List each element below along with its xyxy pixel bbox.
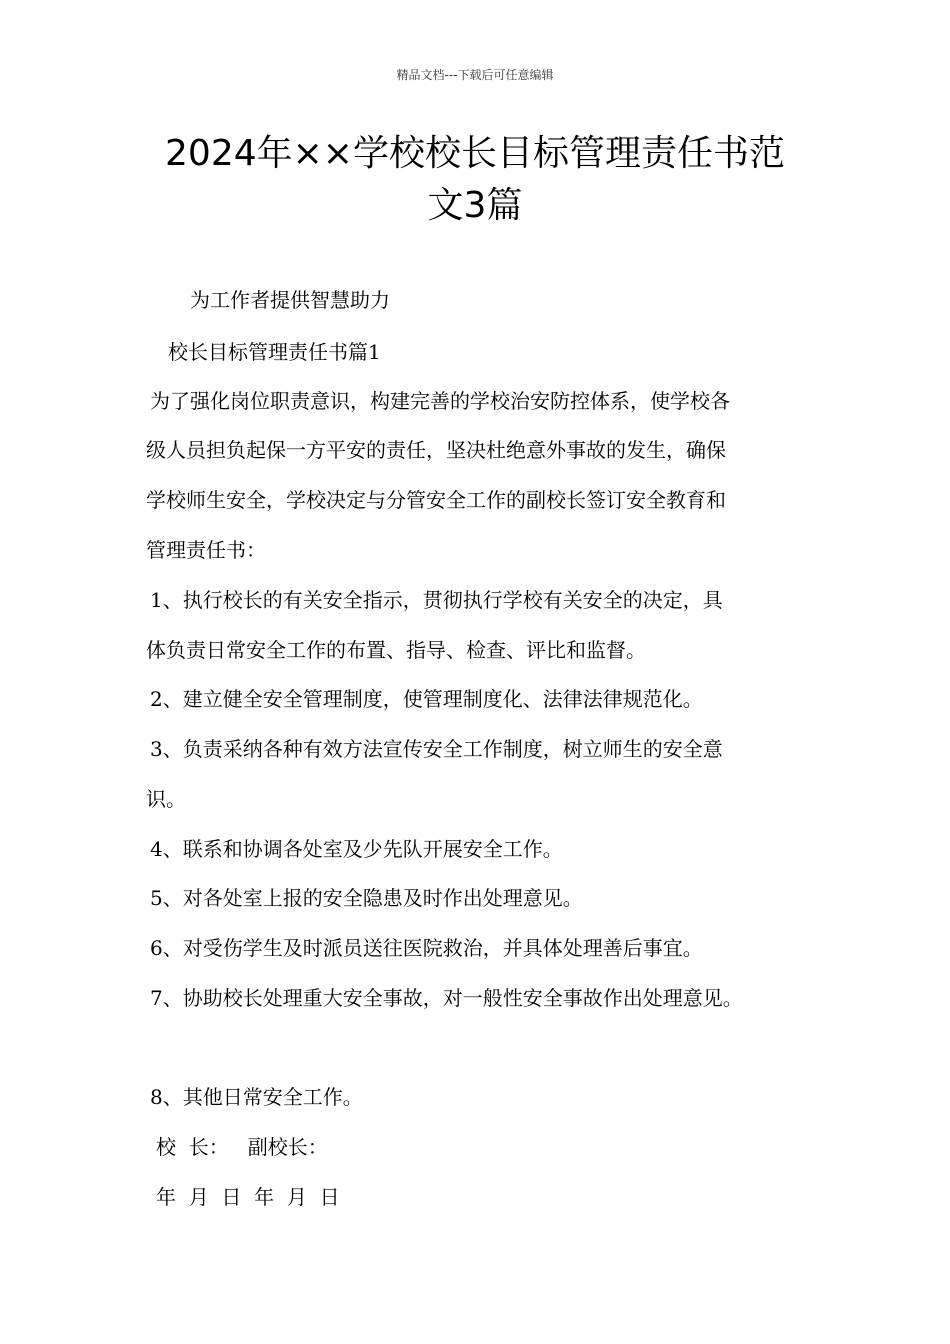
list-item: 2、建立健全安全管理制度，使管理制度化、法律法律规范化。 (150, 687, 703, 711)
title-line-2: 文3篇 (427, 185, 523, 226)
paragraph-line: 级人员担负起保一方平安的责任，坚决杜绝意外事故的发生，确保 (146, 438, 726, 462)
list-item: 1、执行校长的有关安全指示，贯彻执行学校有关安全的决定，具 (150, 588, 723, 612)
list-item: 4、联系和协调各处室及少先队开展安全工作。 (150, 837, 563, 861)
list-item: 8、其他日常安全工作。 (150, 1085, 363, 1109)
list-item: 6、对受伤学生及时派员送往医院救治，并具体处理善后事宜。 (150, 936, 703, 960)
paragraph-line: 学校师生安全，学校决定与分管安全工作的副校长签订安全教育和 (146, 488, 726, 512)
document-title (110, 128, 840, 232)
list-item: 3、负责采纳各种有效方法宣传安全工作制度，树立师生的安全意 (150, 737, 723, 761)
header-note: 精品文档---下载后可任意编辑 (396, 68, 554, 82)
title-line-1: 2024年××学校校长目标管理责任书范 (165, 133, 785, 174)
list-item-continuation: 识。 (146, 787, 186, 811)
list-item: 5、对各处室上报的安全隐患及时作出处理意见。 (150, 886, 583, 910)
tagline: 为工作者提供智慧助力 (190, 288, 390, 312)
list-item: 7、协助校长处理重大安全事故，对一般性安全事故作出处理意见。 (150, 986, 743, 1010)
section-heading: 校长目标管理责任书篇1 (168, 340, 381, 364)
list-item-continuation: 体负责日常安全工作的布置、指导、检查、评比和监督。 (146, 638, 646, 662)
date-line: 年 月 日 年 月 日 (156, 1185, 340, 1209)
paragraph-line: 为了强化岗位职责意识，构建完善的学校治安防控体系，使学校各 (150, 389, 730, 413)
signature-line: 校 长： 副校长： (156, 1135, 328, 1159)
paragraph-line: 管理责任书： (146, 538, 266, 562)
